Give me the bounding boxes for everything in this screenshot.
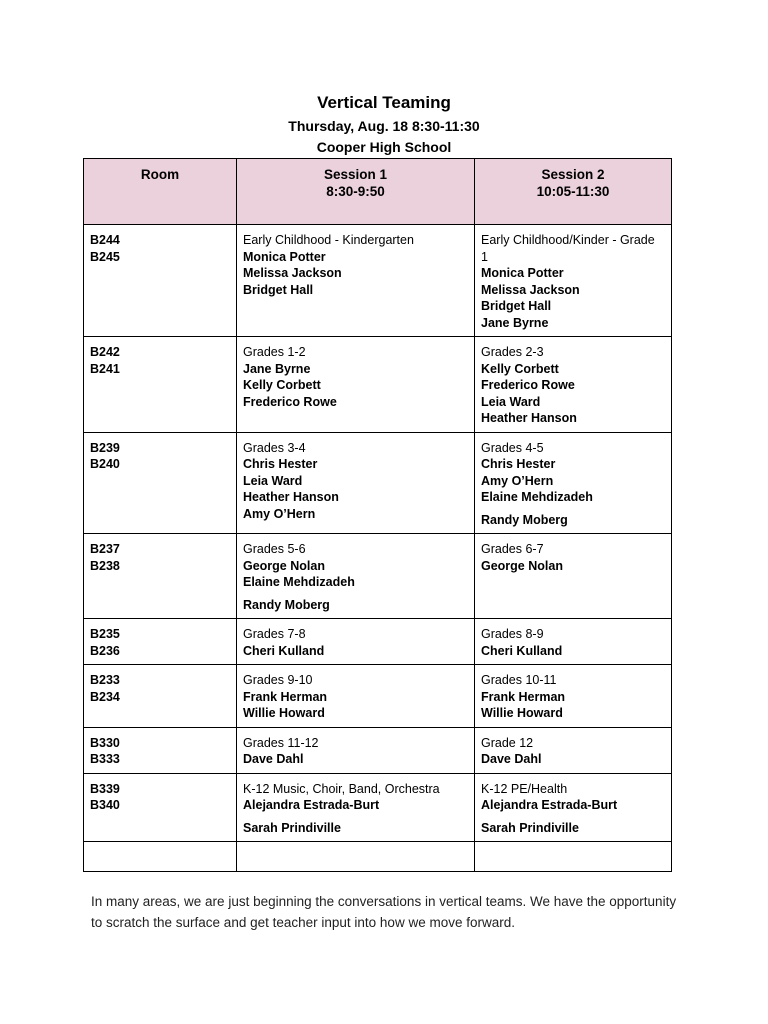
event-location: Cooper High School xyxy=(316,139,452,155)
table-row xyxy=(84,665,672,728)
grade-level: Grades 4-5 xyxy=(481,440,544,455)
grade-level: Grades 1-2 xyxy=(243,345,306,359)
table-row xyxy=(84,619,672,665)
grade-level: Grades 2-3 xyxy=(481,345,544,359)
teacher-name: Kelly Corbett xyxy=(481,361,559,376)
event-date-line: Thursday, Aug. 18 8:30-11:30 xyxy=(288,118,480,134)
header-session-1-time: 8:30-9:50 xyxy=(326,183,385,199)
grade-level: Grade 12 xyxy=(481,735,534,750)
room-code: B240 xyxy=(90,457,120,471)
session-1-cell xyxy=(237,619,475,665)
teacher-name: Randy Moberg xyxy=(481,512,568,527)
teacher-name: Melissa Jackson xyxy=(243,266,342,280)
teacher-name: Elaine Mehdizadeh xyxy=(243,575,355,589)
session-1-cell xyxy=(237,225,475,337)
session-1-cell xyxy=(237,432,475,534)
teacher-name: Cheri Kulland xyxy=(481,643,563,658)
teacher-name: Randy Moberg xyxy=(243,597,330,612)
table-row xyxy=(84,337,672,433)
teacher-name: Willie Howard xyxy=(243,706,325,720)
schedule-table xyxy=(83,158,672,872)
teacher-name: Heather Hanson xyxy=(481,411,577,425)
session-2-cell xyxy=(475,337,672,433)
teacher-name: Amy O’Hern xyxy=(243,506,316,521)
grade-level: Grades 5-6 xyxy=(243,542,306,556)
teacher-name: Kelly Corbett xyxy=(243,378,321,392)
room-code: B235 xyxy=(90,627,120,641)
room-code: B238 xyxy=(90,558,120,573)
table-header-row xyxy=(84,159,672,225)
session-2-cell xyxy=(475,727,672,773)
room-cell xyxy=(84,225,237,337)
room-code: B237 xyxy=(90,542,120,556)
table-row xyxy=(84,534,672,619)
session-1-cell xyxy=(237,727,475,773)
header-room-label: Room xyxy=(140,167,180,182)
room-code: B330 xyxy=(90,735,120,750)
session-1-cell xyxy=(237,773,475,842)
grade-level: Early Childhood - Kindergarten xyxy=(243,233,414,247)
teacher-name: Leia Ward xyxy=(243,473,303,488)
teacher-name: Amy O’Hern xyxy=(481,473,554,488)
room-code: B242 xyxy=(90,345,120,359)
empty-row xyxy=(84,842,672,872)
grade-level: K-12 PE/Health xyxy=(481,781,568,796)
room-cell xyxy=(84,727,237,773)
teacher-name: Frank Herman xyxy=(243,689,328,704)
empty-cell xyxy=(237,842,475,872)
grade-level: Grades 3-4 xyxy=(243,440,306,455)
teacher-name: Chris Hester xyxy=(243,457,318,471)
header-session-1 xyxy=(237,159,475,225)
room-cell xyxy=(84,337,237,433)
teacher-name: Alejandra Estrada-Burt xyxy=(481,798,618,812)
room-code: B236 xyxy=(90,643,120,658)
room-cell xyxy=(84,665,237,728)
room-cell xyxy=(84,619,237,665)
grade-level: Grades 6-7 xyxy=(481,542,544,556)
table-row xyxy=(84,727,672,773)
grade-level: K-12 Music, Choir, Band, Orchestra xyxy=(243,781,440,796)
teacher-name: Sarah Prindiville xyxy=(243,820,341,835)
grade-level: Grades 7-8 xyxy=(243,627,306,641)
grade-level: Grades 10-11 xyxy=(481,673,557,687)
session-2-cell xyxy=(475,773,672,842)
session-1-cell xyxy=(237,337,475,433)
header-session-2-time: 10:05-11:30 xyxy=(536,183,610,199)
grade-level: Grades 8-9 xyxy=(481,627,544,641)
room-code: B339 xyxy=(90,781,120,796)
session-2-cell xyxy=(475,534,672,619)
session-2-cell xyxy=(475,432,672,534)
room-code: B340 xyxy=(90,798,120,812)
grade-level: Grades 9-10 xyxy=(243,673,313,687)
room-code: B333 xyxy=(90,752,120,766)
header-session-2-label: Session 2 xyxy=(541,167,605,182)
teacher-name: Leia Ward xyxy=(481,394,541,409)
session-2-cell xyxy=(475,225,672,337)
header-room xyxy=(84,159,237,225)
table-row xyxy=(84,432,672,534)
teacher-name: Cheri Kulland xyxy=(243,643,325,658)
teacher-name: Dave Dahl xyxy=(481,752,542,766)
teacher-name: Bridget Hall xyxy=(243,282,314,297)
room-code: B239 xyxy=(90,440,120,455)
room-code: B244 xyxy=(90,233,120,247)
teacher-name: Frank Herman xyxy=(481,689,566,704)
header-session-1-label: Session 1 xyxy=(323,167,388,182)
empty-cell xyxy=(84,842,237,872)
teacher-name: Jane Byrne xyxy=(243,361,311,376)
session-2-cell xyxy=(475,665,672,728)
teacher-name: George Nolan xyxy=(481,558,563,573)
page-title: Vertical Teaming xyxy=(317,93,451,112)
teacher-name: Frederico Rowe xyxy=(243,394,337,409)
teacher-name: Elaine Mehdizadeh xyxy=(481,490,593,504)
table-row xyxy=(84,225,672,337)
teacher-name: Heather Hanson xyxy=(243,490,339,504)
empty-cell xyxy=(475,842,672,872)
header-session-2 xyxy=(475,159,672,225)
teacher-name: Willie Howard xyxy=(481,706,563,720)
teacher-name: Bridget Hall xyxy=(481,299,552,313)
room-code: B234 xyxy=(90,689,120,704)
grade-level: Early Childhood/Kinder - Grade 1 xyxy=(481,233,655,264)
footer-note: In many areas, we are just beginning the conversations in vertical teams. We have the opportunity to scratch the surface and get teacher input into how we move forward. xyxy=(91,894,677,930)
teacher-name: Chris Hester xyxy=(481,457,556,471)
teacher-name: Dave Dahl xyxy=(243,752,304,766)
teacher-name: Melissa Jackson xyxy=(481,282,580,297)
grade-level: Grades 11-12 xyxy=(243,735,319,750)
room-cell xyxy=(84,534,237,619)
session-1-cell xyxy=(237,534,475,619)
schedule-body xyxy=(84,225,672,872)
teacher-name: George Nolan xyxy=(243,558,325,573)
teacher-name: Monica Potter xyxy=(243,249,326,264)
room-code: B245 xyxy=(90,249,120,264)
session-1-cell xyxy=(237,665,475,728)
teacher-name: Monica Potter xyxy=(481,266,564,280)
room-code: B233 xyxy=(90,673,120,687)
teacher-name: Frederico Rowe xyxy=(481,378,575,392)
session-2-cell xyxy=(475,619,672,665)
teacher-name: Jane Byrne xyxy=(481,315,549,330)
room-cell xyxy=(84,432,237,534)
room-code: B241 xyxy=(90,361,120,376)
teacher-name: Alejandra Estrada-Burt xyxy=(243,798,380,812)
teacher-name: Sarah Prindiville xyxy=(481,820,579,835)
table-row xyxy=(84,773,672,842)
room-cell xyxy=(84,773,237,842)
